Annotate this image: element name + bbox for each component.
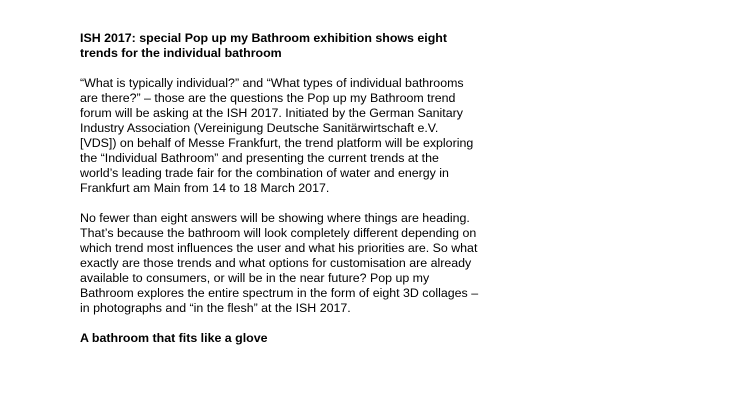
paragraph-intro xyxy=(80,76,560,196)
text-line: world’s leading trade fair for the combination of water and energy in xyxy=(80,166,449,180)
document-page xyxy=(80,31,560,346)
section-subheading: A bathroom that fits like a glove xyxy=(80,331,268,345)
text-line: forum will be asking at the ISH 2017. Initiated by the German Sanitary xyxy=(80,106,463,120)
text-line: That’s because the bathroom will look completely different depending on xyxy=(80,226,477,240)
text-line: Frankfurt am Main from 14 to 18 March 2017. xyxy=(80,181,330,195)
title-line: ISH 2017: special Pop up my Bathroom exhibition shows eight xyxy=(80,31,447,45)
text-line: exactly are those trends and what options for customisation are already xyxy=(80,256,472,270)
paragraph-trends xyxy=(80,211,560,316)
text-line: the “Individual Bathroom” and presenting the current trends at the xyxy=(80,151,439,165)
text-line: [VDS]) on behalf of Messe Frankfurt, the trend platform will be exploring xyxy=(80,136,474,150)
text-line: Industry Association (Vereinigung Deutsche Sanitärwirtschaft e.V. xyxy=(80,121,439,135)
text-line: Bathroom explores the entire spectrum in the form of eight 3D collages – xyxy=(80,286,479,300)
text-line: are there?” – those are the questions the Pop up my Bathroom trend xyxy=(80,91,456,105)
text-line: “What is typically individual?” and “What types of individual bathrooms xyxy=(80,76,464,90)
text-line: available to consumers, or will be in the near future? Pop up my xyxy=(80,271,430,285)
text-line: which trend most influences the user and what his priorities are. So what xyxy=(80,241,478,255)
text-line: No fewer than eight answers will be showing where things are heading. xyxy=(80,211,470,225)
text-line: in photographs and “in the flesh” at the ISH 2017. xyxy=(80,301,351,315)
title-line: trends for the individual bathroom xyxy=(80,46,282,60)
document-title xyxy=(80,31,560,61)
